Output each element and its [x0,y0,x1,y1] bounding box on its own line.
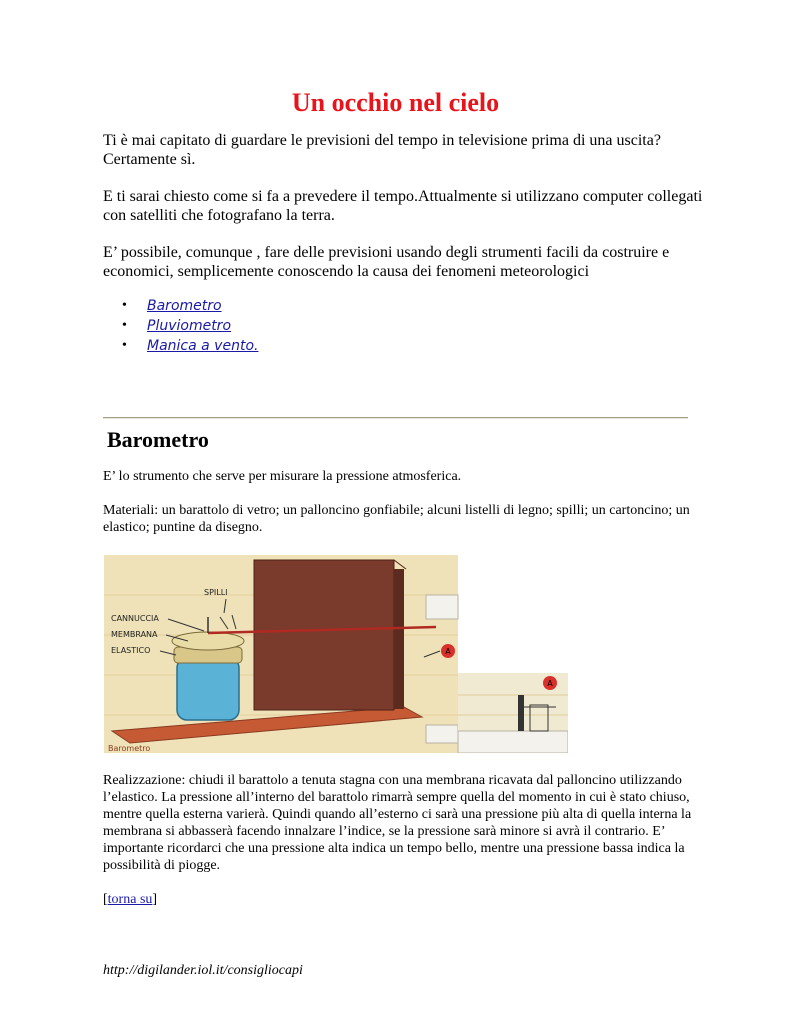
link-manica-a-vento[interactable]: Manica a vento. [147,338,259,354]
label-elastico: ELASTICO [111,646,151,655]
footer-url: http://digilander.iol.it/consigliocapi [103,963,303,978]
back-to-top [103,891,693,908]
section-paragraph-1: E’ lo strumento che serve per misurare la pressione atmosferica. [103,469,462,484]
intro-paragraph-1: Ti è mai capitato di guardare le previsioni del tempo in televisione prima di una uscita? Certamente sì. [103,132,661,168]
label-cannuccia: CANNUCCIA [111,614,159,623]
marker-a-label: A [445,647,451,656]
list-item [103,336,258,356]
instrument-link-list [103,296,258,356]
list-item [103,316,258,336]
torna-su-link[interactable]: torna su [107,892,153,907]
link-pluviometro[interactable]: Pluviometro [147,318,232,334]
label-membrana: MEMBRANA [111,630,158,639]
list-item [103,296,258,316]
bracket-close: ] [152,892,158,907]
figure-caption: Barometro [108,744,151,753]
section-heading: Barometro [107,427,209,452]
intro-paragraph-3: E’ possibile, comunque , fare delle previsioni usando degli strumenti facili da costruire e economici, semplicemente conoscendo la causa dei fenomeni meteorologici [103,244,670,280]
horizontal-divider [103,417,688,419]
bullet-icon: • [122,318,127,333]
bracket-open: [ [103,892,108,907]
materials-paragraph: Materiali: un barattolo di vetro; un palloncino gonfiabile; alcuni listelli di legno; spilli; un cartoncino; un elastico; puntine da disegno. [103,503,690,535]
page-title: Un occhio nel cielo [291,88,500,117]
bullet-icon: • [122,338,127,353]
label-spilli: SPILLI [204,588,228,597]
intro-paragraph-2: E ti sarai chiesto come si fa a prevedere il tempo.Attualmente si utilizzano computer collegati con satelliti che fotografano la terra. [103,188,703,224]
barometer-illustration [104,555,568,753]
link-barometro[interactable]: Barometro [147,298,222,314]
realizzazione-paragraph: Realizzazione: chiudi il barattolo a tenuta stagna con una membrana ricavata dal palloncino utilizzando l’elastico. La pressione all’interno del barattolo rimarrà sempre quella del momento in cui è stato chiuso, mentre quella esterna varierà. Quindi quando all’esterno ci sarà una pressione più alta di quella interna la membrana si abbasserà facendo innalzare l’indice, se la pressione sarà minore si avrà il contrario. E’ importante ricordarci che una pressione alta indica un tempo bello, mentre una pressione bassa indica la possibilità di piogge. [103,773,692,873]
bullet-icon: • [122,298,127,313]
marker-a-label-inset: A [547,679,553,688]
